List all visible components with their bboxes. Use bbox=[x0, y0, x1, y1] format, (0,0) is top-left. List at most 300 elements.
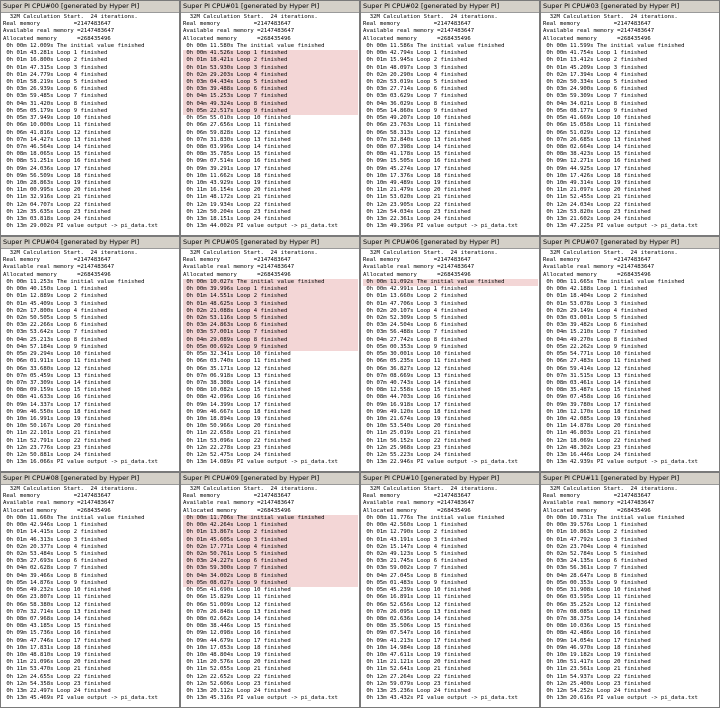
loop-line: 0h 09m 15.736s Loop 16 finished bbox=[3, 630, 111, 637]
loop-line: 0h 09m 46.970s Loop 18 finished bbox=[543, 644, 651, 651]
loop-line: 0h 09m 39.291s Loop 17 finished bbox=[183, 165, 291, 172]
loop-line: 0h 08m 35.506s Loop 15 finished bbox=[363, 623, 471, 630]
real-memory-line: Real memory =2147483647 bbox=[543, 493, 651, 500]
loop-line: 0h 07m 32.840s Loop 13 finished bbox=[363, 136, 471, 143]
loop-line: 0h 01m 18.404s Loop 2 finished bbox=[543, 293, 648, 300]
loop-line: 0h 09m 41.213s Loop 17 finished bbox=[363, 637, 471, 644]
superpi-window-cpu09[interactable] bbox=[180, 472, 360, 708]
available-memory-line: Available real memory =2147483647 bbox=[3, 500, 115, 507]
pi-output-line: 0h 13m 45.316s PI value output -> pi_data.txt bbox=[183, 695, 338, 702]
loop-line: 0h 07m 08.085s Loop 13 finished bbox=[543, 608, 651, 615]
loop-line: 0h 03m 22.266s Loop 6 finished bbox=[3, 322, 108, 329]
loop-line: 0h 01m 24.779s Loop 4 finished bbox=[3, 71, 108, 78]
loop-line: 0h 00m 41.754s Loop 1 finished bbox=[543, 50, 648, 57]
initial-value-line: 0h 00m 10.731s The initial value finished bbox=[543, 514, 685, 521]
loop-line: 0h 06m 23.763s Loop 11 finished bbox=[363, 122, 471, 129]
console-output bbox=[541, 249, 719, 472]
loop-line: 0h 13m 03.818s Loop 24 finished bbox=[3, 216, 111, 223]
loop-line: 0h 08m 07.968s Loop 14 finished bbox=[3, 615, 111, 622]
loop-line: 0h 12m 54.358s Loop 23 finished bbox=[3, 680, 111, 687]
window-title[interactable]: Super PI CPU#01 [generated by Hyper PI] bbox=[181, 1, 359, 13]
loop-line: 0h 02m 20.290s Loop 4 finished bbox=[363, 71, 468, 78]
loop-line: 0h 10m 48.810s Loop 19 finished bbox=[3, 652, 111, 659]
loop-line: 0h 09m 07.458s Loop 16 finished bbox=[543, 394, 651, 401]
loop-line: 0h 03m 57.001s Loop 7 finished bbox=[183, 329, 358, 336]
superpi-window-cpu06[interactable] bbox=[360, 236, 540, 472]
loop-line: 0h 11m 32.916s Loop 21 finished bbox=[3, 194, 111, 201]
loop-line: 0h 11m 14.878s Loop 20 finished bbox=[543, 423, 651, 430]
real-memory-line: Real memory =2147483647 bbox=[3, 257, 111, 264]
loop-line: 0h 08m 18.065s Loop 15 finished bbox=[3, 151, 111, 158]
loop-line: 0h 01m 58.219s Loop 5 finished bbox=[3, 78, 108, 85]
loop-line: 0h 05m 41.690s Loop 10 finished bbox=[183, 587, 291, 594]
superpi-window-cpu08[interactable] bbox=[0, 472, 180, 708]
loop-line: 0h 05m 29.294s Loop 10 finished bbox=[3, 351, 111, 358]
loop-line: 0h 13m 18.151s Loop 24 finished bbox=[183, 216, 291, 223]
real-memory-line: Real memory =2147483647 bbox=[543, 21, 651, 28]
loop-line: 0h 06m 59.414s Loop 12 finished bbox=[543, 365, 651, 372]
loop-line: 0h 13m 22.361s Loop 24 finished bbox=[363, 216, 471, 223]
loop-line: 0h 07m 38.308s Loop 14 finished bbox=[183, 379, 291, 386]
loop-line: 0h 09m 46.550s Loop 18 finished bbox=[3, 408, 111, 415]
loop-line: 0h 08m 35.785s Loop 15 finished bbox=[183, 151, 291, 158]
initial-value-line: 0h 00m 10.027s The initial value finished bbox=[183, 279, 358, 286]
console-output bbox=[361, 13, 539, 236]
loop-line: 0h 04m 27.742s Loop 8 finished bbox=[363, 336, 468, 343]
window-title[interactable]: Super PI CPU#04 [generated by Hyper PI] bbox=[1, 237, 179, 249]
window-title[interactable]: Super PI CPU#08 [generated by Hyper PI] bbox=[1, 473, 179, 485]
loop-line: 0h 02m 50.505s Loop 5 finished bbox=[3, 314, 108, 321]
loop-line: 0h 06m 05.235s Loop 11 finished bbox=[363, 358, 471, 365]
loop-line: 0h 05m 22.517s Loop 9 finished bbox=[183, 108, 358, 115]
superpi-window-cpu10[interactable] bbox=[360, 472, 540, 708]
loop-line: 0h 11m 23.561s Loop 21 finished bbox=[543, 666, 651, 673]
superpi-window-cpu04[interactable] bbox=[0, 236, 180, 472]
available-memory-line: Available real memory =2147483647 bbox=[543, 28, 655, 35]
loop-line: 0h 10m 17.053s Loop 18 finished bbox=[183, 644, 291, 651]
loop-line: 0h 06m 35.171s Loop 12 finished bbox=[183, 365, 291, 372]
loop-line: 0h 05m 00.353s Loop 9 finished bbox=[363, 343, 468, 350]
allocated-memory-line: Allocated memory =268435496 bbox=[363, 35, 471, 42]
loop-line: 0h 07m 26.685s Loop 13 finished bbox=[543, 136, 651, 143]
loop-line: 0h 07m 32.714s Loop 13 finished bbox=[3, 608, 111, 615]
loop-line: 0h 09m 16.918s Loop 17 finished bbox=[363, 401, 471, 408]
loop-line: 0h 05m 45.239s Loop 10 finished bbox=[363, 587, 471, 594]
window-title[interactable]: Super PI CPU#07 [generated by Hyper PI] bbox=[541, 237, 719, 249]
loop-line: 0h 08m 43.185s Loop 15 finished bbox=[3, 623, 111, 630]
loop-line: 0h 11m 52.791s Loop 22 finished bbox=[3, 437, 111, 444]
real-memory-line: Real memory =2147483647 bbox=[363, 21, 471, 28]
allocated-memory-line: Allocated memory =268435496 bbox=[363, 271, 471, 278]
loop-line: 0h 10m 28.863s Loop 19 finished bbox=[3, 180, 111, 187]
loop-line: 0h 00m 39.576s Loop 1 finished bbox=[543, 522, 648, 529]
loop-line: 0h 03m 24.863s Loop 6 finished bbox=[183, 322, 358, 329]
loop-line: 0h 06m 59.828s Loop 12 finished bbox=[183, 129, 291, 136]
loop-line: 0h 10m 50.966s Loop 20 finished bbox=[183, 423, 291, 430]
loop-line: 0h 12m 22.278s Loop 23 finished bbox=[183, 444, 291, 451]
loop-line: 0h 09m 56.509s Loop 18 finished bbox=[3, 172, 111, 179]
loop-line: 0h 04m 29.089s Loop 8 finished bbox=[183, 337, 358, 344]
window-title[interactable]: Super PI CPU#00 [generated by Hyper PI] bbox=[1, 1, 179, 13]
allocated-memory-line: Allocated memory =268435496 bbox=[183, 507, 291, 514]
loop-line: 0h 09m 14.399s Loop 17 finished bbox=[183, 401, 291, 408]
available-memory-line: Available real memory =2147483647 bbox=[363, 500, 475, 507]
loop-line: 0h 12m 54.252s Loop 24 finished bbox=[543, 688, 651, 695]
loop-line: 0h 12m 52.475s Loop 24 finished bbox=[183, 452, 291, 459]
console-output bbox=[181, 13, 359, 236]
loop-line: 0h 10m 19.182s Loop 19 finished bbox=[543, 652, 651, 659]
loop-line: 0h 08m 41.633s Loop 16 finished bbox=[3, 394, 111, 401]
loop-line: 0h 13m 16.446s Loop 24 finished bbox=[543, 452, 651, 459]
loop-line: 0h 05m 41.669s Loop 10 finished bbox=[543, 115, 651, 122]
loop-line: 0h 06m 58.313s Loop 12 finished bbox=[363, 129, 471, 136]
loop-line: 0h 10m 48.804s Loop 19 finished bbox=[183, 652, 291, 659]
console-output bbox=[1, 485, 179, 708]
loop-line: 0h 09m 07.514s Loop 16 finished bbox=[183, 158, 291, 165]
loop-line: 0h 04m 34.002s Loop 8 finished bbox=[183, 573, 358, 580]
loop-line: 0h 10m 12.170s Loop 18 finished bbox=[543, 408, 651, 415]
calc-start-line: 32M Calculation Start. 24 iterations. bbox=[183, 14, 318, 20]
loop-line: 0h 05m 14.876s Loop 9 finished bbox=[3, 579, 108, 586]
loop-line: 0h 03m 39.482s Loop 6 finished bbox=[543, 322, 648, 329]
loop-line: 0h 02m 53.019s Loop 5 finished bbox=[363, 78, 468, 85]
loop-line: 0h 01m 16.800s Loop 2 finished bbox=[3, 57, 108, 64]
loop-line: 0h 01m 47.792s Loop 3 finished bbox=[543, 536, 648, 543]
loop-line: 0h 09m 39.780s Loop 17 finished bbox=[543, 401, 651, 408]
pi-output-line: 0h 13m 47.225s PI value output -> pi_data.txt bbox=[543, 223, 698, 230]
loop-line: 0h 04m 31.420s Loop 8 finished bbox=[3, 100, 108, 107]
loop-line: 0h 04m 15.253s Loop 7 finished bbox=[183, 93, 358, 100]
loop-line: 0h 08m 10.036s Loop 15 finished bbox=[543, 623, 651, 630]
loop-line: 0h 01m 13.660s Loop 2 finished bbox=[363, 293, 468, 300]
pi-output-line: 0h 13m 49.396s PI value output -> pi_data.txt bbox=[363, 223, 518, 230]
loop-line: 0h 06m 03.740s Loop 11 finished bbox=[183, 358, 291, 365]
loop-line: 0h 09m 47.746s Loop 17 finished bbox=[3, 637, 111, 644]
loop-line: 0h 03m 59.309s Loop 7 finished bbox=[543, 93, 648, 100]
pi-output-line: 0h 13m 16.066s PI value output -> pi_data.txt bbox=[3, 459, 158, 466]
loop-line: 0h 08m 38.423s Loop 15 finished bbox=[543, 151, 651, 158]
loop-line: 0h 02m 52.784s Loop 5 finished bbox=[543, 550, 648, 557]
loop-line: 0h 12m 25.400s Loop 23 finished bbox=[543, 680, 651, 687]
window-title[interactable]: Super PI CPU#06 [generated by Hyper PI] bbox=[361, 237, 539, 249]
initial-value-line: 0h 00m 11.599s The initial value finished bbox=[543, 42, 685, 49]
loop-line: 0h 07m 31.830s Loop 13 finished bbox=[183, 136, 291, 143]
loop-line: 0h 08m 10.082s Loop 15 finished bbox=[183, 387, 291, 394]
loop-line: 0h 02m 50.334s Loop 5 finished bbox=[543, 78, 648, 85]
loop-line: 0h 12m 22.652s Loop 22 finished bbox=[183, 673, 291, 680]
loop-line: 0h 10m 14.984s Loop 18 finished bbox=[363, 644, 471, 651]
loop-line: 0h 04m 02.628s Loop 7 finished bbox=[3, 565, 108, 572]
loop-line: 0h 06m 01.911s Loop 11 finished bbox=[3, 358, 111, 365]
pi-output-line: 0h 13m 43.432s PI value output -> pi_data.txt bbox=[363, 695, 518, 702]
loop-line: 0h 13m 22.497s Loop 24 finished bbox=[3, 688, 111, 695]
initial-value-line: 0h 00m 11.776s The initial value finished bbox=[363, 514, 505, 521]
loop-line: 0h 03m 27.693s Loop 6 finished bbox=[3, 558, 108, 565]
loop-line: 0h 00m 40.150s Loop 1 finished bbox=[3, 286, 108, 293]
loop-line: 0h 11m 46.803s Loop 21 finished bbox=[543, 430, 651, 437]
loop-line: 0h 08m 51.251s Loop 16 finished bbox=[3, 158, 111, 165]
available-memory-line: Available real memory =2147483647 bbox=[363, 28, 475, 35]
loop-line: 0h 01m 18.421s Loop 2 finished bbox=[183, 57, 358, 64]
calc-start-line: 32M Calculation Start. 24 iterations. bbox=[183, 250, 318, 256]
loop-line: 0h 10m 17.831s Loop 18 finished bbox=[3, 644, 111, 651]
loop-line: 0h 11m 25.019s Loop 21 finished bbox=[363, 430, 471, 437]
loop-line: 0h 06m 10.000s Loop 11 finished bbox=[3, 122, 111, 129]
loop-line: 0h 12m 04.707s Loop 22 finished bbox=[3, 201, 111, 208]
superpi-window-cpu05[interactable] bbox=[180, 236, 360, 472]
console-output bbox=[361, 485, 539, 708]
loop-line: 0h 08m 07.398s Loop 14 finished bbox=[363, 143, 471, 150]
loop-line: 0h 06m 35.252s Loop 12 finished bbox=[543, 601, 651, 608]
loop-line: 0h 11m 56.152s Loop 22 finished bbox=[363, 437, 471, 444]
loop-line: 0h 05m 08.027s Loop 9 finished bbox=[183, 580, 358, 587]
allocated-memory-line: Allocated memory =268435496 bbox=[3, 35, 111, 42]
initial-value-line: 0h 00m 11.586s The initial value finished bbox=[363, 42, 505, 49]
loop-line: 0h 00m 42.794s Loop 1 finished bbox=[363, 50, 468, 57]
loop-line: 0h 12m 50.881s Loop 24 finished bbox=[3, 452, 111, 459]
loop-line: 0h 09m 14.337s Loop 17 finished bbox=[3, 401, 111, 408]
loop-line: 0h 11m 52.055s Loop 21 finished bbox=[183, 666, 291, 673]
loop-line: 0h 07m 46.564s Loop 14 finished bbox=[3, 143, 111, 150]
calc-start-line: 32M Calculation Start. 24 iterations. bbox=[183, 486, 318, 492]
loop-line: 0h 06m 15.058s Loop 11 finished bbox=[543, 122, 651, 129]
loop-line: 0h 03m 04.434s Loop 5 finished bbox=[183, 79, 358, 86]
loop-line: 0h 06m 41.816s Loop 12 finished bbox=[3, 129, 111, 136]
loop-line: 0h 12m 23.905s Loop 22 finished bbox=[363, 201, 471, 208]
loop-line: 0h 12m 53.820s Loop 23 finished bbox=[543, 208, 651, 215]
loop-line: 0h 00m 42.946s Loop 1 finished bbox=[3, 522, 108, 529]
loop-line: 0h 03m 59.485s Loop 7 finished bbox=[3, 93, 108, 100]
loop-line: 0h 04m 25.213s Loop 8 finished bbox=[3, 336, 108, 343]
loop-line: 0h 11m 52.455s Loop 21 finished bbox=[543, 194, 651, 201]
loop-line: 0h 10m 16.991s Loop 19 finished bbox=[3, 416, 111, 423]
real-memory-line: Real memory =2147483647 bbox=[183, 21, 291, 28]
calc-start-line: 32M Calculation Start. 24 iterations. bbox=[543, 14, 678, 20]
loop-line: 0h 09m 15.505s Loop 16 finished bbox=[363, 158, 471, 165]
loop-line: 0h 12m 23.776s Loop 23 finished bbox=[3, 444, 111, 451]
superpi-window-cpu02[interactable] bbox=[360, 0, 540, 236]
loop-line: 0h 12m 24.655s Loop 22 finished bbox=[3, 673, 111, 680]
superpi-window-cpu11[interactable] bbox=[540, 472, 720, 708]
loop-line: 0h 05m 14.860s Loop 9 finished bbox=[363, 107, 468, 114]
loop-line: 0h 02m 49.123s Loop 5 finished bbox=[363, 550, 468, 557]
initial-value-line: 0h 00m 11.665s The initial value finished bbox=[543, 278, 685, 285]
loop-line: 0h 05m 30.001s Loop 10 finished bbox=[363, 351, 471, 358]
loop-line: 0h 08m 03.461s Loop 14 finished bbox=[543, 379, 651, 386]
loop-line: 0h 01m 45.209s Loop 3 finished bbox=[543, 64, 648, 71]
superpi-window-cpu03[interactable] bbox=[540, 0, 720, 236]
loop-line: 0h 06m 33.680s Loop 12 finished bbox=[3, 365, 111, 372]
loop-line: 0h 03m 56.361s Loop 7 finished bbox=[543, 565, 648, 572]
loop-line: 0h 12m 18.069s Loop 22 finished bbox=[543, 437, 651, 444]
loop-line: 0h 01m 43.191s Loop 3 finished bbox=[363, 536, 468, 543]
calc-start-line: 32M Calculation Start. 24 iterations. bbox=[3, 14, 138, 20]
loop-line: 0h 02m 52.309s Loop 5 finished bbox=[363, 314, 468, 321]
loop-line: 0h 12m 55.223s Loop 24 finished bbox=[363, 452, 471, 459]
available-memory-line: Available real memory =2147483647 bbox=[3, 264, 115, 271]
loop-line: 0h 01m 12.889s Loop 2 finished bbox=[3, 293, 108, 300]
loop-line: 0h 02m 23.704s Loop 4 finished bbox=[543, 543, 648, 550]
available-memory-line: Available real memory =2147483647 bbox=[183, 264, 295, 271]
loop-line: 0h 06m 23.807s Loop 11 finished bbox=[3, 594, 111, 601]
loop-line: 0h 01m 13.867s Loop 2 finished bbox=[183, 529, 358, 536]
loop-line: 0h 10m 43.929s Loop 19 finished bbox=[183, 180, 291, 187]
loop-line: 0h 10m 11.662s Loop 18 finished bbox=[183, 172, 291, 179]
loop-line: 0h 04m 27.045s Loop 8 finished bbox=[363, 572, 468, 579]
allocated-memory-line: Allocated memory =268435496 bbox=[543, 507, 651, 514]
loop-line: 0h 04m 49.270s Loop 8 finished bbox=[543, 336, 648, 343]
loop-line: 0h 00m 39.996s Loop 1 finished bbox=[183, 286, 358, 293]
initial-value-line: 0h 00m 11.706s The initial value finished bbox=[183, 515, 358, 522]
window-title[interactable]: Super PI CPU#11 [generated by Hyper PI] bbox=[541, 473, 719, 485]
real-memory-line: Real memory =2147483647 bbox=[363, 257, 471, 264]
real-memory-line: Real memory =2147483647 bbox=[3, 21, 111, 28]
pi-output-line: 0h 13m 20.616s PI value output -> pi_data.txt bbox=[543, 695, 698, 702]
loop-line: 0h 08m 02.636s Loop 14 finished bbox=[363, 615, 471, 622]
calc-start-line: 32M Calculation Start. 24 iterations. bbox=[543, 486, 678, 492]
loop-line: 0h 06m 16.891s Loop 11 finished bbox=[363, 594, 471, 601]
loop-line: 0h 03m 53.642s Loop 7 finished bbox=[3, 329, 108, 336]
loop-line: 0h 07m 14.427s Loop 13 finished bbox=[3, 136, 111, 143]
pi-output-line: 0h 13m 44.002s PI value output -> pi_data.txt bbox=[183, 223, 338, 230]
loop-line: 0h 10m 47.611s Loop 19 finished bbox=[363, 652, 471, 659]
available-memory-line: Available real memory =2147483647 bbox=[183, 28, 295, 35]
loop-line: 0h 12m 52.606s Loop 23 finished bbox=[183, 680, 291, 687]
loop-line: 0h 11m 53.470s Loop 21 finished bbox=[3, 666, 111, 673]
loop-line: 0h 12m 48.302s Loop 23 finished bbox=[543, 444, 651, 451]
loop-line: 0h 01m 43.281s Loop 1 finished bbox=[3, 50, 108, 57]
loop-line: 0h 00m 42.560s Loop 1 finished bbox=[363, 522, 468, 529]
loop-line: 0h 00m 41.526s Loop 1 finished bbox=[183, 50, 358, 57]
loop-line: 0h 07m 06.918s Loop 13 finished bbox=[183, 372, 291, 379]
loop-line: 0h 09m 24.036s Loop 17 finished bbox=[3, 165, 111, 172]
console-output bbox=[1, 249, 179, 472]
pi-output-line: 0h 13m 45.469s PI value output -> pi_data.txt bbox=[3, 695, 158, 702]
loop-line: 0h 01m 47.706s Loop 3 finished bbox=[363, 300, 468, 307]
window-title[interactable]: Super PI CPU#05 [generated by Hyper PI] bbox=[181, 237, 359, 249]
loop-line: 0h 03m 03.629s Loop 7 finished bbox=[363, 93, 468, 100]
calc-start-line: 32M Calculation Start. 24 iterations. bbox=[363, 486, 498, 492]
loop-line: 0h 08m 41.178s Loop 15 finished bbox=[363, 151, 471, 158]
loop-line: 0h 11m 53.096s Loop 22 finished bbox=[183, 437, 291, 444]
superpi-window-cpu07[interactable] bbox=[540, 236, 720, 472]
loop-line: 0h 01m 15.945s Loop 2 finished bbox=[363, 57, 468, 64]
loop-line: 0h 03m 21.745s Loop 6 finished bbox=[363, 558, 468, 565]
loop-line: 0h 01m 53.930s Loop 3 finished bbox=[183, 65, 358, 72]
loop-line: 0h 01m 48.625s Loop 3 finished bbox=[183, 301, 358, 308]
loop-line: 0h 07m 08.669s Loop 13 finished bbox=[363, 372, 471, 379]
window-title[interactable]: Super PI CPU#10 [generated by Hyper PI] bbox=[361, 473, 539, 485]
loop-line: 0h 02m 53.116s Loop 5 finished bbox=[183, 315, 358, 322]
loop-line: 0h 01m 47.315s Loop 3 finished bbox=[3, 64, 108, 71]
spacer bbox=[183, 703, 358, 708]
available-memory-line: Available real memory =2147483647 bbox=[363, 264, 475, 271]
initial-value-line: 0h 00m 11.660s The initial value finished bbox=[3, 514, 145, 521]
loop-line: 0h 01m 53.078s Loop 3 finished bbox=[543, 300, 648, 307]
loop-line: 0h 07m 05.459s Loop 13 finished bbox=[3, 372, 111, 379]
loop-line: 0h 10m 42.085s Loop 19 finished bbox=[543, 416, 651, 423]
console-output bbox=[541, 485, 719, 708]
superpi-window-cpu01[interactable] bbox=[180, 0, 360, 236]
loop-line: 0h 05m 55.010s Loop 10 finished bbox=[183, 115, 291, 122]
loop-line: 0h 12m 25.968s Loop 23 finished bbox=[363, 444, 471, 451]
loop-line: 0h 03m 24.900s Loop 6 finished bbox=[543, 86, 648, 93]
loop-line: 0h 12m 19.934s Loop 22 finished bbox=[183, 201, 291, 208]
loop-line: 0h 01m 14.551s Loop 2 finished bbox=[183, 293, 358, 300]
loop-line: 0h 02m 21.088s Loop 4 finished bbox=[183, 308, 358, 315]
allocated-memory-line: Allocated memory =268435496 bbox=[183, 271, 291, 278]
loop-line: 0h 09m 12.271s Loop 16 finished bbox=[543, 158, 651, 165]
loop-line: 0h 04m 28.647s Loop 8 finished bbox=[543, 572, 648, 579]
loop-line: 0h 09m 44.679s Loop 17 finished bbox=[183, 637, 291, 644]
loop-line: 0h 10m 49.489s Loop 19 finished bbox=[363, 180, 471, 187]
loop-line: 0h 03m 59.002s Loop 7 finished bbox=[363, 565, 468, 572]
pi-output-line: 0h 13m 29.002s PI value output -> pi_data.txt bbox=[3, 223, 158, 230]
spacer bbox=[543, 703, 718, 708]
available-memory-line: Available real memory =2147483647 bbox=[183, 500, 295, 507]
spacer bbox=[363, 703, 538, 708]
loop-line: 0h 10m 17.376s Loop 18 finished bbox=[363, 172, 471, 179]
loop-line: 0h 09m 46.667s Loop 18 finished bbox=[183, 408, 291, 415]
loop-line: 0h 02m 17.800s Loop 4 finished bbox=[3, 307, 108, 314]
loop-line: 0h 02m 17.771s Loop 4 finished bbox=[183, 544, 358, 551]
window-title[interactable]: Super PI CPU#02 [generated by Hyper PI] bbox=[361, 1, 539, 13]
real-memory-line: Real memory =2147483647 bbox=[3, 493, 111, 500]
loop-line: 0h 02m 53.484s Loop 5 finished bbox=[3, 550, 108, 557]
loop-line: 0h 11m 16.154s Loop 20 finished bbox=[183, 187, 291, 194]
loop-line: 0h 12m 24.034s Loop 22 finished bbox=[543, 201, 651, 208]
real-memory-line: Real memory =2147483647 bbox=[183, 493, 291, 500]
loop-line: 0h 12m 59.079s Loop 23 finished bbox=[363, 680, 471, 687]
loop-line: 0h 12m 35.635s Loop 23 finished bbox=[3, 208, 111, 215]
superpi-window-cpu00[interactable] bbox=[0, 0, 180, 236]
loop-line: 0h 07m 40.743s Loop 14 finished bbox=[363, 379, 471, 386]
real-memory-line: Real memory =2147483647 bbox=[363, 493, 471, 500]
loop-line: 0h 08m 44.703s Loop 16 finished bbox=[363, 394, 471, 401]
loop-line: 0h 05m 00.353s Loop 9 finished bbox=[543, 579, 648, 586]
allocated-memory-line: Allocated memory =268435496 bbox=[363, 507, 471, 514]
loop-line: 0h 06m 36.827s Loop 12 finished bbox=[363, 365, 471, 372]
loop-line: 0h 01m 48.097s Loop 3 finished bbox=[363, 64, 468, 71]
loop-line: 0h 06m 52.656s Loop 12 finished bbox=[363, 601, 471, 608]
allocated-memory-line: Allocated memory =268435496 bbox=[543, 35, 651, 42]
loop-line: 0h 13m 20.112s Loop 24 finished bbox=[183, 688, 291, 695]
loop-line: 0h 00m 42.264s Loop 1 finished bbox=[183, 522, 358, 529]
loop-line: 0h 03m 27.714s Loop 6 finished bbox=[363, 86, 468, 93]
loop-line: 0h 07m 37.309s Loop 14 finished bbox=[3, 379, 111, 386]
calc-start-line: 32M Calculation Start. 24 iterations. bbox=[3, 486, 138, 492]
loop-line: 0h 11m 54.937s Loop 22 finished bbox=[543, 673, 651, 680]
allocated-memory-line: Allocated memory =268435496 bbox=[3, 271, 111, 278]
loop-line: 0h 05m 54.771s Loop 10 finished bbox=[543, 351, 651, 358]
calc-start-line: 32M Calculation Start. 24 iterations. bbox=[363, 250, 498, 256]
loop-line: 0h 05m 49.232s Loop 10 finished bbox=[3, 587, 111, 594]
loop-line: 0h 06m 58.380s Loop 12 finished bbox=[3, 601, 111, 608]
loop-line: 0h 06m 51.009s Loop 12 finished bbox=[183, 601, 291, 608]
loop-line: 0h 07m 31.515s Loop 13 finished bbox=[543, 372, 651, 379]
window-title[interactable]: Super PI CPU#03 [generated by Hyper PI] bbox=[541, 1, 719, 13]
loop-line: 0h 05m 00.692s Loop 9 finished bbox=[183, 344, 358, 351]
loop-line: 0h 11m 52.641s Loop 21 finished bbox=[363, 666, 471, 673]
loop-line: 0h 08m 42.486s Loop 16 finished bbox=[543, 630, 651, 637]
loop-line: 0h 13m 25.236s Loop 24 finished bbox=[363, 688, 471, 695]
loop-line: 0h 03m 26.939s Loop 6 finished bbox=[3, 86, 108, 93]
loop-line: 0h 06m 27.483s Loop 11 finished bbox=[543, 358, 651, 365]
loop-line: 0h 04m 49.324s Loop 8 finished bbox=[183, 101, 358, 108]
loop-line: 0h 10m 53.540s Loop 20 finished bbox=[363, 423, 471, 430]
console-output bbox=[181, 249, 359, 472]
window-title[interactable]: Super PI CPU#09 [generated by Hyper PI] bbox=[181, 473, 359, 485]
